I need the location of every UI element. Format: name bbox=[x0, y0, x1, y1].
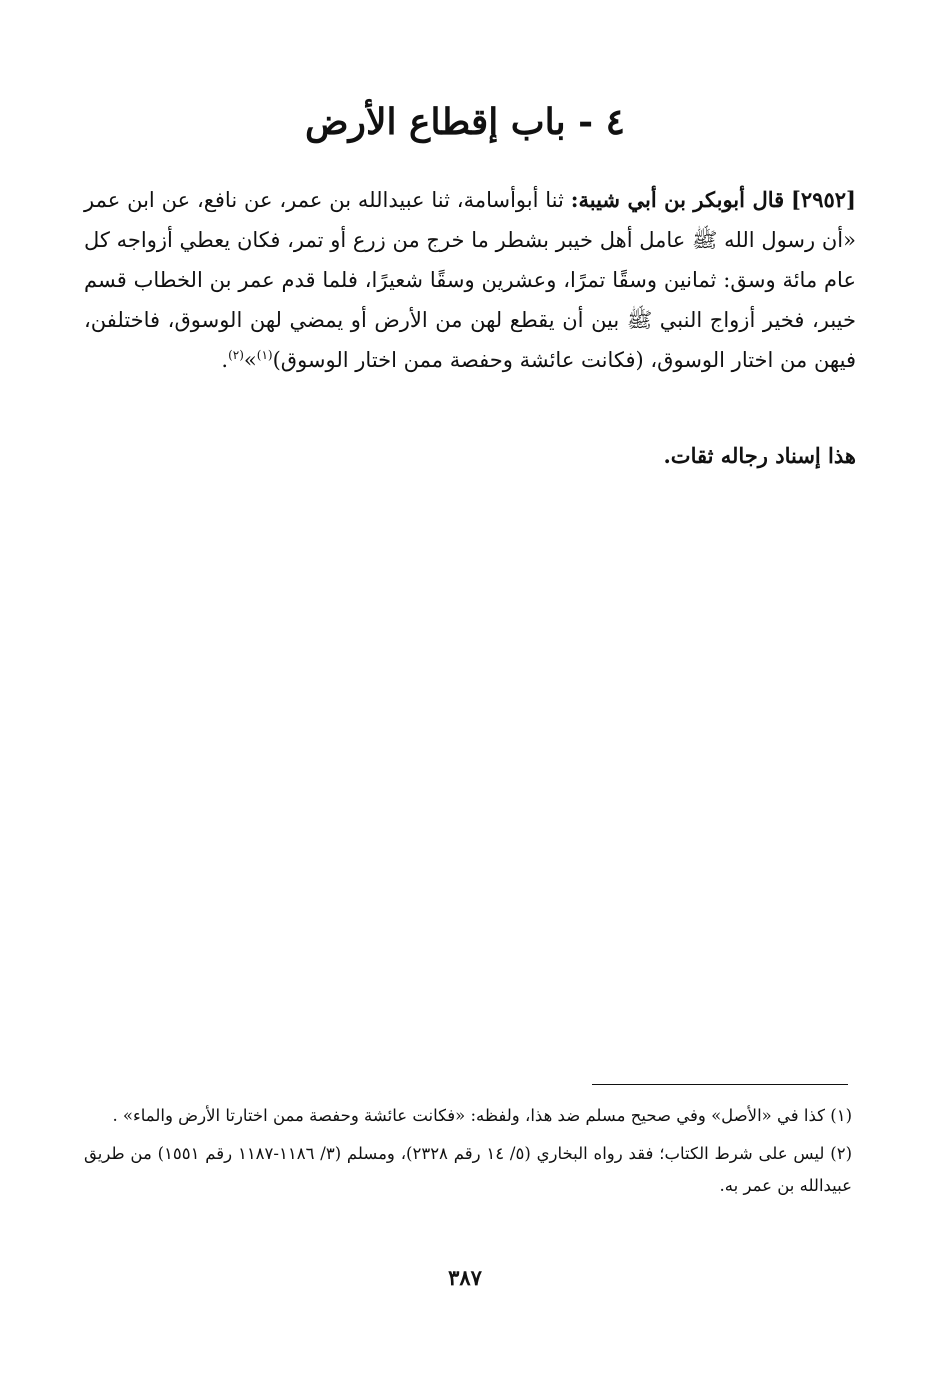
chain-grading: هذا إسناد رجاله ثقات. bbox=[663, 443, 856, 468]
footnote-divider bbox=[592, 1084, 848, 1085]
hadith-number: [٢٩٥٢] bbox=[790, 187, 856, 212]
footnote-ref-2: (٢) bbox=[228, 348, 244, 362]
hadith-paragraph bbox=[84, 180, 856, 380]
footnotes bbox=[84, 1100, 852, 1208]
page-number: ٣٨٧ bbox=[448, 1265, 482, 1290]
hadith-opening: قال أبوبكر بن أبي شيبة: bbox=[570, 187, 785, 212]
hadith-text: ثنا أبوأسامة، ثنا عبيدالله بن عمر، عن نافع، عن ابن عمر «أن رسول الله ﷺ عامل أهل خيبر بشطر ما خرج من زرع أو تمر، فكان يعطي أزواجه كل عام مائة وسق: ثمانين وسقًا تمرًا، وعشرين وسقًا شعيرًا، فلما قدم عمر بن الخطاب قسم خيبر، فخير أزواج النبي ﷺ بين أن يقطع لهن من الأرض أو يمضي لهن الوسوق، فاختلفن، فيهن من اختار الوسوق، (فكانت عائشة وحفصة ممن اختار الوسوق) bbox=[84, 188, 856, 372]
footnote-ref-1: (١) bbox=[256, 348, 273, 362]
chapter-title: ٤ - باب إقطاع الأرض bbox=[305, 101, 625, 143]
footnote-1: (١) كذا في «الأصل» وفي صحيح مسلم ضد هذا، ولفظه: «فكانت عائشة وحفصة ممن اختارتا الأرض والماء» . bbox=[112, 1106, 852, 1125]
hadith-end-mark: . bbox=[221, 348, 229, 372]
hadith-closing-quote: » bbox=[243, 348, 257, 372]
footnote-2: (٢) ليس على شرط الكتاب؛ فقد رواه البخاري (٥/ ١٤ رقم ٢٣٢٨)، ومسلم (٣/ ١١٨٦-١١٨٧ رقم ١٥٥١) من طريق عبيدالله بن عمر به. bbox=[84, 1144, 852, 1195]
